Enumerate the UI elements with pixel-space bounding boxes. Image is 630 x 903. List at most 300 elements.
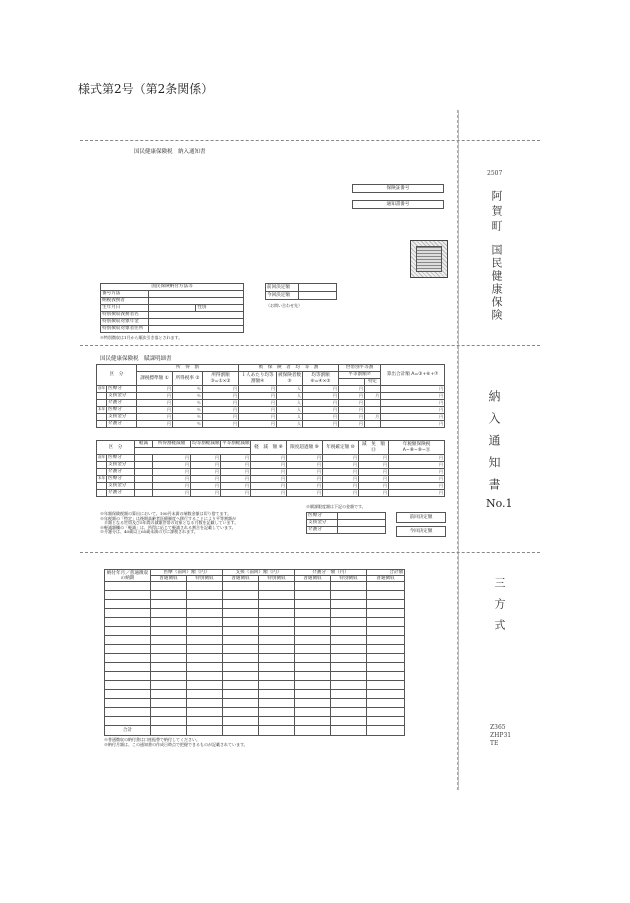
unit-label: 円 bbox=[323, 490, 359, 497]
schedule-cell bbox=[105, 636, 151, 645]
unit-label: 円 bbox=[389, 490, 445, 497]
schedule-row bbox=[105, 645, 405, 654]
current-amount-label: 今回決定額 bbox=[266, 292, 299, 300]
row-year: 前年 bbox=[97, 386, 107, 393]
note-line: ※軽減額欄の「軽減」は、所得に応じて軽減される割合を記載しています。 bbox=[100, 524, 236, 530]
schedule-cell bbox=[187, 699, 223, 708]
row-year: 本年 bbox=[97, 407, 107, 414]
schedule-cell bbox=[367, 717, 405, 726]
schedule-cell bbox=[223, 582, 259, 591]
schedule-cell bbox=[223, 690, 259, 699]
unit-label: 円 bbox=[203, 400, 239, 407]
unit-label: 円 bbox=[221, 462, 251, 469]
schedule-cell bbox=[187, 591, 223, 600]
footer-code: TE bbox=[490, 740, 499, 748]
blank-cell bbox=[365, 421, 381, 428]
unit-label: 円 bbox=[239, 400, 277, 407]
unit-label: 円 bbox=[191, 490, 221, 497]
schedule-cell bbox=[187, 654, 223, 663]
unit-label: 円 bbox=[251, 469, 287, 476]
schedule-cell bbox=[331, 699, 367, 708]
row-label: 支援金分 bbox=[107, 462, 135, 469]
schedule-cell bbox=[223, 672, 259, 681]
unit-label: 円 bbox=[251, 455, 287, 462]
schedule-cell bbox=[367, 600, 405, 609]
notice-number-label: 通知書番号 bbox=[353, 201, 444, 209]
calc-row bbox=[97, 421, 445, 428]
schedule-sub: 特別徴収 bbox=[187, 576, 223, 582]
unit-label: ％ bbox=[173, 393, 203, 400]
schedule-cell bbox=[367, 618, 405, 627]
unit-label: 円 bbox=[359, 483, 389, 490]
schedule-cell bbox=[151, 636, 187, 645]
schedule-cell bbox=[151, 699, 187, 708]
schedule-cell bbox=[295, 690, 331, 699]
schedule-row bbox=[105, 699, 405, 708]
schedule-cell bbox=[259, 645, 295, 654]
unit-label: 円 bbox=[239, 421, 277, 428]
blank-cell bbox=[365, 400, 381, 407]
schedule-cell bbox=[331, 591, 367, 600]
unit-label: 月 bbox=[365, 414, 381, 421]
reduction-row bbox=[97, 490, 445, 497]
unit-label: 円 bbox=[389, 476, 445, 483]
schedule-cell bbox=[105, 627, 151, 636]
schedule-cell bbox=[223, 699, 259, 708]
unit-label: 円 bbox=[251, 476, 287, 483]
schedule-cell bbox=[295, 663, 331, 672]
unit-label: 円 bbox=[359, 462, 389, 469]
taxpayer-table bbox=[100, 283, 244, 333]
reduction-col: 均等割軽減額 bbox=[192, 441, 220, 447]
reduction-row bbox=[97, 469, 445, 476]
row-label: 医療分 bbox=[107, 386, 137, 393]
sidebar-doc-no: No.1 bbox=[486, 497, 513, 510]
schedule-cell bbox=[223, 645, 259, 654]
sidebar-insurance: 国民健康保険 bbox=[490, 244, 503, 322]
calc-row bbox=[97, 386, 445, 393]
schedule-row bbox=[105, 591, 405, 600]
unit-label: 円 bbox=[251, 483, 287, 490]
schedule-cell bbox=[151, 582, 187, 591]
schedule-row bbox=[105, 636, 405, 645]
schedule-cell bbox=[187, 681, 223, 690]
reduction-row bbox=[97, 455, 445, 462]
schedule-cell bbox=[295, 672, 331, 681]
schedule-cell bbox=[187, 618, 223, 627]
schedule-row bbox=[105, 582, 405, 591]
unit-label: 人 bbox=[277, 414, 303, 421]
unit-label: 円 bbox=[381, 407, 445, 414]
schedule-cell bbox=[295, 591, 331, 600]
row-year bbox=[97, 393, 107, 400]
schedule-cell bbox=[105, 717, 151, 726]
schedule-cell bbox=[105, 645, 151, 654]
reduction-table bbox=[96, 440, 445, 497]
schedule-cell bbox=[259, 582, 295, 591]
income-header: 所 得 割 bbox=[137, 365, 239, 372]
schedule-cell bbox=[187, 717, 223, 726]
unit-label: 円 bbox=[137, 400, 173, 407]
decision-box-previous: 前回決定額 bbox=[397, 513, 446, 523]
unit-label: 円 bbox=[339, 421, 365, 428]
schedule-cell bbox=[105, 618, 151, 627]
schedule-cell bbox=[295, 618, 331, 627]
unit-label: 円 bbox=[221, 455, 251, 462]
equal-col: １人あたり均等割額④ bbox=[239, 372, 277, 386]
schedule-sub: 普通徴収 bbox=[367, 576, 405, 582]
schedule-cell bbox=[187, 690, 223, 699]
notice-footnote: ※特別徴収は1月から順次引き落とされます。 bbox=[100, 335, 183, 340]
sidebar-style: 三方式 bbox=[493, 577, 506, 640]
schedule-cell bbox=[259, 681, 295, 690]
unit-label: 円 bbox=[137, 421, 173, 428]
income-col: 所得税率 ② bbox=[173, 372, 203, 386]
unit-label: 円 bbox=[359, 476, 389, 483]
unit-label: 円 bbox=[381, 421, 445, 428]
reduction-col: 年税額保険税 A−⑧−⑨−⑪ bbox=[389, 441, 445, 455]
unit-label: 円 bbox=[359, 469, 389, 476]
schedule-cell bbox=[259, 699, 295, 708]
unit-label: 人 bbox=[277, 400, 303, 407]
schedule-cell bbox=[367, 690, 405, 699]
schedule-cell bbox=[187, 645, 223, 654]
row-label: 介護分 bbox=[107, 469, 135, 476]
schedule-cell bbox=[105, 681, 151, 690]
blank-cell bbox=[135, 462, 153, 469]
schedule-row bbox=[105, 618, 405, 627]
row-year bbox=[97, 469, 107, 476]
schedule-cell bbox=[223, 654, 259, 663]
schedule-group-title: 支援（前回）額（円） bbox=[223, 570, 295, 576]
flat-special-col: 特定 bbox=[365, 379, 381, 386]
unit-label: 円 bbox=[239, 393, 277, 400]
schedule-cell bbox=[295, 717, 331, 726]
unit-label: 円 bbox=[137, 393, 173, 400]
unit-label: 円 bbox=[389, 455, 445, 462]
schedule-cell bbox=[259, 717, 295, 726]
schedule-cell bbox=[295, 627, 331, 636]
unit-label: 円 bbox=[323, 462, 359, 469]
schedule-cell bbox=[151, 654, 187, 663]
gender-label: 性別 bbox=[196, 305, 244, 312]
schedule-cell bbox=[259, 618, 295, 627]
schedule-cell bbox=[367, 582, 405, 591]
schedule-row bbox=[105, 609, 405, 618]
schedule-cell bbox=[105, 708, 151, 717]
schedule-cell bbox=[331, 645, 367, 654]
schedule-cell bbox=[259, 600, 295, 609]
unit-label: 円 bbox=[303, 386, 339, 393]
unit-label: 円 bbox=[251, 462, 287, 469]
schedule-cell bbox=[151, 591, 187, 600]
previous-amount-label: 前回決定額 bbox=[266, 284, 299, 292]
reduction-col: 所得割軽減額 bbox=[153, 441, 191, 448]
schedule-cell bbox=[295, 681, 331, 690]
unit-label: 円 bbox=[137, 414, 173, 421]
schedule-cell bbox=[259, 627, 295, 636]
unit-label: 円 bbox=[303, 407, 339, 414]
unit-label: 円 bbox=[221, 469, 251, 476]
unit-label: 円 bbox=[339, 393, 365, 400]
unit-label: 円 bbox=[303, 414, 339, 421]
schedule-sub: 普通徴収 bbox=[295, 576, 331, 582]
unit-label: ％ bbox=[173, 400, 203, 407]
schedule-cell bbox=[223, 663, 259, 672]
blank-cell bbox=[365, 407, 381, 414]
schedule-cell bbox=[187, 708, 223, 717]
calc-section-header: 区 分 bbox=[97, 365, 137, 386]
schedule-cell bbox=[367, 636, 405, 645]
blank-cell bbox=[365, 386, 381, 393]
unit-label: 円 bbox=[137, 407, 173, 414]
schedule-notes bbox=[104, 738, 248, 747]
unit-label: 円 bbox=[239, 386, 277, 393]
schedule-cell bbox=[295, 708, 331, 717]
number-table bbox=[352, 184, 444, 209]
calc-row bbox=[97, 393, 445, 400]
unit-label: 円 bbox=[221, 483, 251, 490]
schedule-row bbox=[105, 672, 405, 681]
unit-label: 円 bbox=[359, 490, 389, 497]
schedule-row bbox=[105, 663, 405, 672]
row-year bbox=[97, 490, 107, 497]
schedule-cell bbox=[187, 627, 223, 636]
unit-label: 円 bbox=[339, 400, 365, 407]
reduction-col: 軽 減 額 ⑧ bbox=[251, 441, 287, 455]
unit-label: 円 bbox=[287, 455, 323, 462]
reduction-row bbox=[97, 483, 445, 490]
unit-label: 円 bbox=[191, 469, 221, 476]
unit-label: 円 bbox=[203, 421, 239, 428]
sidebar-footer bbox=[490, 724, 511, 748]
blank-cell bbox=[135, 455, 153, 462]
unit-label: 円 bbox=[381, 414, 445, 421]
limit-row-label: 医療分 bbox=[307, 513, 338, 520]
unit-label: 円 bbox=[153, 490, 191, 497]
perforation-1 bbox=[80, 345, 540, 346]
row-label: 医療分 bbox=[107, 455, 135, 462]
schedule-cell bbox=[105, 672, 151, 681]
schedule-cell bbox=[259, 636, 295, 645]
schedule-cell bbox=[151, 717, 187, 726]
schedule-cell bbox=[187, 600, 223, 609]
unit-label: 人 bbox=[277, 421, 303, 428]
schedule-cell bbox=[331, 627, 367, 636]
schedule-cell bbox=[151, 627, 187, 636]
unit-label: 円 bbox=[287, 476, 323, 483]
footer-code: ZHP31 bbox=[490, 732, 512, 740]
schedule-cell bbox=[331, 717, 367, 726]
total-header: 算出合計額 A=③+⑥+⑦ bbox=[381, 365, 445, 386]
schedule-cell bbox=[151, 663, 187, 672]
schedule-cell bbox=[367, 591, 405, 600]
schedule-total-label: 合計 bbox=[105, 726, 151, 736]
schedule-sub: 特別徴収 bbox=[331, 576, 367, 582]
decision-box-current: 今回決定額 bbox=[397, 527, 446, 537]
unit-label: 円 bbox=[191, 483, 221, 490]
row-label: 医療分 bbox=[107, 476, 135, 483]
unit-label: 円 bbox=[381, 386, 445, 393]
schedule-sub: 普通徴収 bbox=[151, 576, 187, 582]
row-year bbox=[97, 483, 107, 490]
unit-label: 円 bbox=[287, 462, 323, 469]
blank-cell bbox=[135, 476, 153, 483]
decision-table bbox=[265, 283, 337, 300]
schedule-cell bbox=[367, 609, 405, 618]
calc-title: 国民健康保険税 賦課明細書 bbox=[100, 356, 172, 362]
calc-table bbox=[96, 364, 445, 428]
unit-label: 月 bbox=[365, 393, 381, 400]
unit-label: 円 bbox=[203, 393, 239, 400]
schedule-cell bbox=[151, 708, 187, 717]
official-seal bbox=[410, 240, 448, 278]
insured-number-label: 保険証番号 bbox=[353, 185, 444, 193]
row-year bbox=[97, 414, 107, 421]
unit-label: 円 bbox=[303, 393, 339, 400]
note-line: ※介護分は、40歳以上65歳未満の方に課税されます。 bbox=[100, 529, 198, 535]
schedule-group-title: 合計額 bbox=[367, 570, 405, 576]
schedule-cell bbox=[331, 681, 367, 690]
schedule-cell bbox=[367, 663, 405, 672]
schedule-cell bbox=[367, 681, 405, 690]
unit-label: 円 bbox=[221, 476, 251, 483]
notice-title: 国民健康保険税 納入通知書 bbox=[134, 149, 206, 155]
limit-row-label: 支援金分 bbox=[307, 520, 338, 527]
schedule-cell bbox=[331, 690, 367, 699]
unit-label: 円 bbox=[153, 476, 191, 483]
schedule-cell bbox=[223, 717, 259, 726]
unit-label: 円 bbox=[323, 455, 359, 462]
schedule-cell bbox=[295, 645, 331, 654]
row-label: 介護分 bbox=[107, 421, 137, 428]
unit-label: 円 bbox=[323, 476, 359, 483]
unit-label: 円 bbox=[221, 490, 251, 497]
schedule-row bbox=[105, 681, 405, 690]
reduction-col: 減 免 額 ⑪ bbox=[359, 441, 389, 455]
schedule-row bbox=[105, 708, 405, 717]
schedule-cell bbox=[187, 609, 223, 618]
sidebar-town: 阿賀町 bbox=[490, 190, 503, 235]
unit-label: 円 bbox=[191, 455, 221, 462]
note-line: 半額となる世帯及び5年間の減額世帯の対象となる月数を記載しています。 bbox=[100, 520, 239, 526]
schedule-cell bbox=[151, 600, 187, 609]
row-year bbox=[97, 400, 107, 407]
unit-label: 円 bbox=[339, 386, 365, 393]
row-label: 医療分 bbox=[107, 407, 137, 414]
unit-label: 円 bbox=[359, 455, 389, 462]
schedule-cell bbox=[295, 609, 331, 618]
unit-label: ％ bbox=[173, 421, 203, 428]
row-label: 支援金分 bbox=[107, 483, 135, 490]
unit-label: 円 bbox=[303, 400, 339, 407]
limit-title: ※賦課限度額は下記の金額です。 bbox=[306, 504, 366, 509]
unit-label: 円 bbox=[251, 490, 287, 497]
unit-label: 円 bbox=[153, 483, 191, 490]
schedule-cell bbox=[105, 582, 151, 591]
reduction-section-header: 区 分 bbox=[97, 441, 135, 455]
row-year: 本年 bbox=[97, 476, 107, 483]
schedule-cell bbox=[367, 645, 405, 654]
schedule-cell bbox=[295, 699, 331, 708]
schedule-cell bbox=[223, 708, 259, 717]
taxpayer-label: 特別徴収対象者住所 bbox=[101, 326, 149, 333]
schedule-cell bbox=[223, 636, 259, 645]
unit-label: 円 bbox=[323, 469, 359, 476]
schedule-cell bbox=[105, 699, 151, 708]
reduction-row bbox=[97, 476, 445, 483]
reduction-col: 限度超過額 ⑨ bbox=[287, 441, 323, 455]
schedule-row bbox=[105, 690, 405, 699]
schedule-row bbox=[105, 654, 405, 663]
calc-row bbox=[97, 414, 445, 421]
schedule-cell bbox=[105, 600, 151, 609]
schedule-cell bbox=[105, 654, 151, 663]
schedule-cell bbox=[187, 636, 223, 645]
flat-header: 世帯別平等割 bbox=[339, 365, 381, 372]
reduction-col: 平等割軽減額 bbox=[222, 441, 250, 447]
unit-label: 円 bbox=[389, 483, 445, 490]
row-label: 支援金分 bbox=[107, 393, 137, 400]
schedule-cell bbox=[151, 681, 187, 690]
unit-label: 円 bbox=[389, 469, 445, 476]
blank-cell bbox=[135, 483, 153, 490]
taxpayer-label: 番号方法 bbox=[101, 291, 149, 298]
schedule-cell bbox=[259, 663, 295, 672]
schedule-cell bbox=[187, 663, 223, 672]
schedule-cell bbox=[105, 591, 151, 600]
unit-label: 円 bbox=[153, 462, 191, 469]
unit-label: 円 bbox=[339, 414, 365, 421]
schedule-cell bbox=[367, 708, 405, 717]
schedule-cell bbox=[331, 618, 367, 627]
unit-label: ％ bbox=[173, 414, 203, 421]
limit-table bbox=[306, 512, 386, 534]
sidebar-code: 2507 bbox=[487, 170, 503, 177]
row-label: 介護分 bbox=[107, 400, 137, 407]
sidebar-line bbox=[458, 110, 459, 790]
schedule-cell bbox=[295, 600, 331, 609]
schedule-cell bbox=[259, 708, 295, 717]
unit-label: 円 bbox=[191, 476, 221, 483]
inquiry-label: （お問い合わせ先） bbox=[266, 303, 302, 308]
schedule-cell bbox=[367, 672, 405, 681]
flat-col: 平等割額⑦ bbox=[339, 372, 381, 379]
form-title: 様式第2号（第2条関係） bbox=[78, 82, 214, 96]
schedule-cell bbox=[259, 672, 295, 681]
perforation-top bbox=[80, 140, 540, 141]
blank-cell bbox=[135, 469, 153, 476]
unit-label: ％ bbox=[173, 407, 203, 414]
equal-header: 被 保 険 者 均 等 割 bbox=[239, 365, 339, 372]
schedule-sub: 特別徴収 bbox=[259, 576, 295, 582]
schedule-cell bbox=[259, 591, 295, 600]
schedule-cell bbox=[187, 582, 223, 591]
equal-col: 均等割額 ⑥=④×⑤ bbox=[303, 372, 339, 386]
schedule-cell bbox=[331, 636, 367, 645]
schedule-note: ※普通徴収の納付書は口座振替で納付してください。 bbox=[104, 737, 200, 742]
schedule-table bbox=[104, 569, 405, 736]
schedule-cell bbox=[259, 654, 295, 663]
schedule-note: ※納付月額は、この通知書の作成日時点で把握できるものが記載されています。 bbox=[104, 741, 248, 747]
schedule-cell bbox=[331, 609, 367, 618]
unit-label: 円 bbox=[323, 483, 359, 490]
income-col: 課税標準額 ① bbox=[137, 372, 173, 386]
schedule-cell bbox=[331, 654, 367, 663]
taxpayer-label: 特別徴収義務者名 bbox=[101, 312, 149, 319]
schedule-cell bbox=[223, 591, 259, 600]
unit-label: 円 bbox=[381, 393, 445, 400]
